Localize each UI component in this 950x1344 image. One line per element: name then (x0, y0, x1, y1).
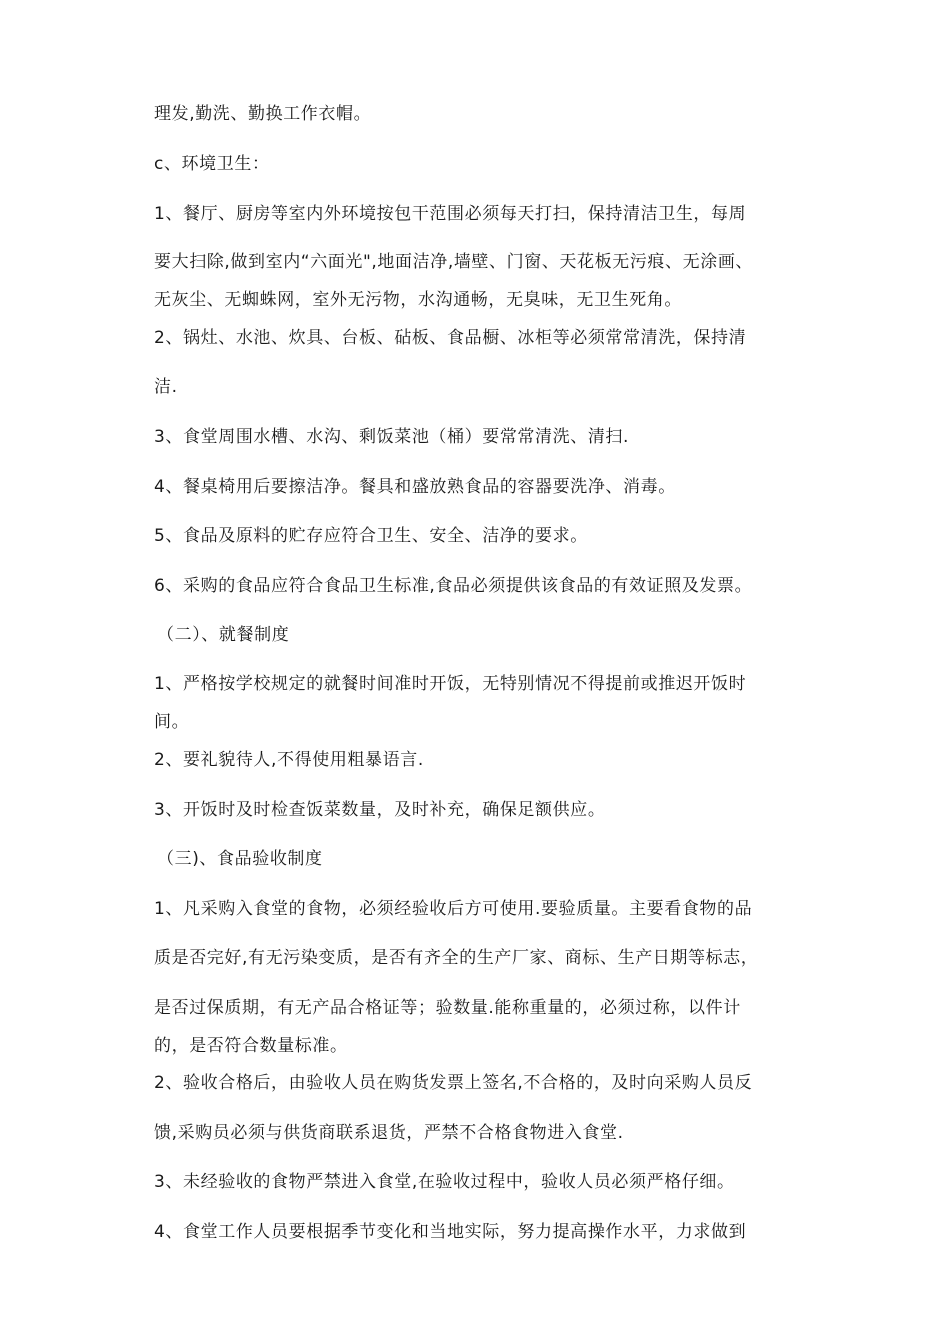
text-line: 馈,采购员必须与供货商联系退货，严禁不合格食物进入食堂. (154, 1123, 624, 1143)
text-line: 间。 (154, 712, 190, 732)
text-line: 质是否完好,有无污染变质，是否有齐全的生产厂家、商标、生产日期等标志， (154, 948, 759, 968)
text-line: 6、采购的食品应符合食品卫生标准,食品必须提供该食品的有效证照及发票。 (154, 576, 753, 596)
section-heading: （三)、食品验收制度 (157, 849, 323, 869)
text-line: 2、要礼貌待人,不得使用粗暴语言. (154, 750, 424, 770)
section-heading: （二）、就餐制度 (157, 625, 290, 645)
text-line: 4、食堂工作人员要根据季节变化和当地实际，努力提高操作水平，力求做到 (154, 1222, 747, 1242)
text-line: 洁. (154, 377, 178, 397)
text-line: 4、餐桌椅用后要擦洁净。餐具和盛放熟食品的容器要洗净、消毒。 (154, 477, 676, 497)
section-heading: c、环境卫生： (154, 154, 270, 174)
text-line: 无灰尘、无蜘蛛网，室外无污物，水沟通畅，无臭味，无卫生死角。 (154, 290, 682, 310)
text-line: 3、未经验收的食物严禁进入食堂,在验收过程中，验收人员必须严格仔细。 (154, 1172, 735, 1192)
text-line: 1、严格按学校规定的就餐时间准时开饭，无特别情况不得提前或推迟开饭时 (154, 674, 747, 694)
text-line: 2、锅灶、水池、炊具、台板、砧板、食品橱、冰柜等必须常常清洗，保持清 (154, 328, 747, 348)
text-line: 3、食堂周围水槽、水沟、剩饭菜池（桶）要常常清洗、清扫. (154, 427, 630, 447)
text-line: 2、验收合格后，由验收人员在购货发票上签名,不合格的，及时向采购人员反 (154, 1073, 753, 1093)
text-line: 的，是否符合数量标准。 (154, 1036, 348, 1056)
text-line: 1、凡采购入食堂的食物，必须经验收后方可使用.要验质量。主要看食物的品 (154, 899, 753, 919)
text-line: 理发,勤洗、勤换工作衣帽。 (154, 104, 372, 124)
text-line: 5、食品及原料的贮存应符合卫生、安全、洁净的要求。 (154, 526, 588, 546)
text-line: 是否过保质期，有无产品合格证等；验数量.能称重量的，必须过称，以件计 (154, 998, 741, 1018)
text-line: 1、餐厅、厨房等室内外环境按包干范围必须每天打扫，保持清洁卫生，每周 (154, 204, 747, 224)
text-line: 要大扫除,做到室内“六面光",地面洁净,墙壁、门窗、天花板无污痕、无涂画、 (154, 252, 754, 272)
text-line: 3、开饭时及时检查饭菜数量，及时补充，确保足额供应。 (154, 800, 606, 820)
